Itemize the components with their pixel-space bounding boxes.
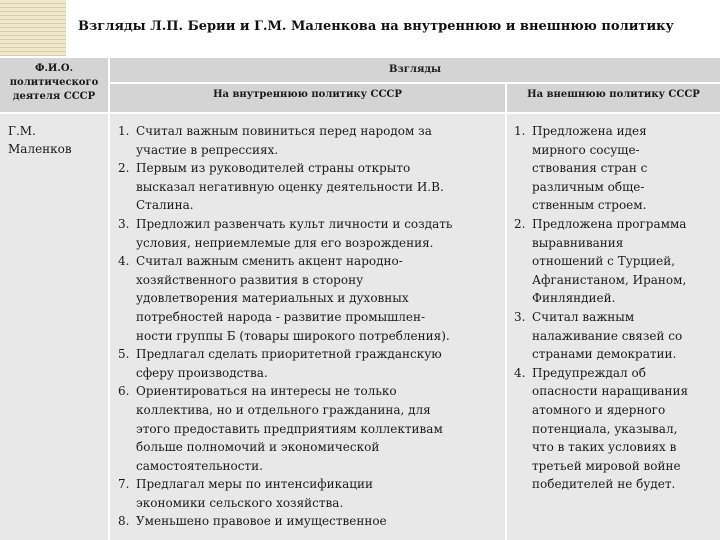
list-item: 1. Считал важным повиниться перед народом за участие в репрессиях. bbox=[118, 124, 432, 157]
internal-policy-list bbox=[118, 122, 503, 531]
list-item: 4. Предупреждал об опасности наращивания атомного и ядерного потенциала, указывал, что в таких условиях в третьей мировой войне победителей не будет. bbox=[514, 365, 689, 492]
list-item: 2. Первым из руководителей страны открыто высказал негативную оценку деятельности И.В. Сталина. bbox=[118, 161, 444, 213]
external-policy-list bbox=[514, 122, 718, 494]
list-item: 5. Предлагал сделать приоритетной гражданскую сферу производства. bbox=[118, 347, 442, 380]
list-item: 6. Ориентироваться на интересы не только коллектива, но и отдельного гражданина, для этого предоставить предприятиям коллективам больше полномочий и экономической самостоятельности. bbox=[118, 384, 443, 473]
politician-name: Г.М. Маленков bbox=[8, 124, 72, 156]
list-item: 2. Предложена программа выравнивания отношений с Турцией, Афганистаном, Ираном, Финляндией. bbox=[514, 216, 687, 306]
page-title: Взгляды Л.П. Берии и Г.М. Маленкова на внутреннюю и внешнюю политику bbox=[78, 19, 674, 34]
list-item: 1. Предложена идея мирного сосуще- ствования стран с различным обще- ственным строем. bbox=[514, 124, 648, 213]
list-item: 8. Уменьшено правовое и имущественное bbox=[118, 514, 387, 529]
header-internal-policy: На внутреннюю политику СССР bbox=[110, 84, 505, 112]
list-item: 3. Предложил развенчать культ личности и создать условия, неприемлемые для его возрождения. bbox=[118, 216, 453, 250]
header-views: Взгляды bbox=[110, 58, 720, 82]
list-item: 7. Предлагал меры по интенсификации экономики сельского хозяйства. bbox=[118, 477, 374, 510]
cell-name bbox=[0, 114, 108, 540]
header-external-policy: На внешнюю политику СССР bbox=[507, 84, 720, 112]
header-fio-label: Ф.И.О. политического деятеля СССР bbox=[9, 63, 99, 102]
corner-decoration bbox=[0, 0, 66, 56]
list-item: 4. Считал важным сменить акцент народно- хозяйственного развития в сторону удовлетворения материальных и духовных потребностей народа - развитие промышлен- ности группы Б (товары широкого потребления). bbox=[118, 254, 450, 343]
header-fio bbox=[0, 58, 108, 112]
list-item: 3. Считал важным налаживание связей со странами демократии. bbox=[514, 309, 683, 362]
